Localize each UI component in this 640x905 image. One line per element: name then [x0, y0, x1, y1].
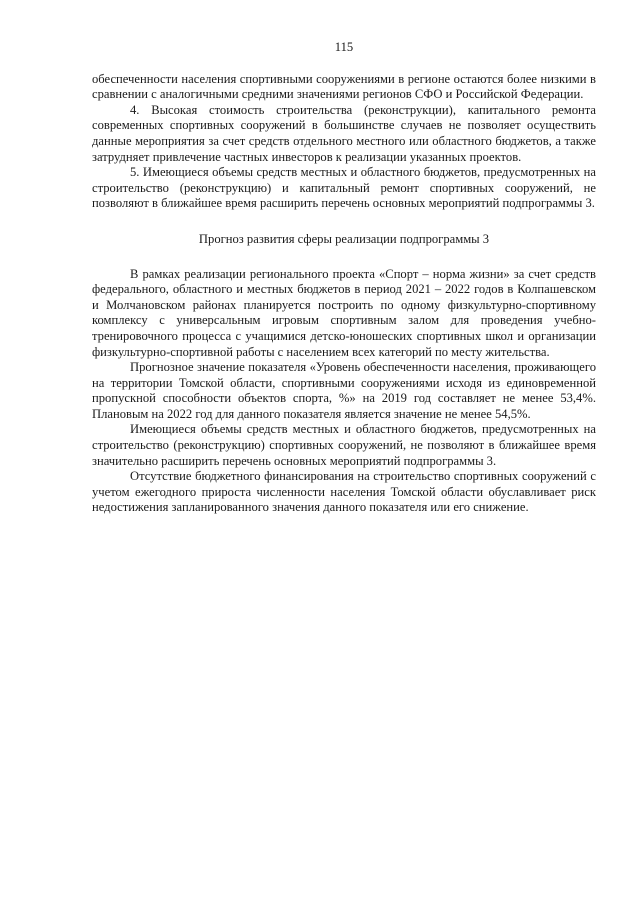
forecast-text-block [92, 267, 596, 517]
paragraph-regional-project: В рамках реализации регионального проекта «Спорт – норма жизни» за счет средств федерального, областного и местных бюджетов в период 2021 – 2022 годов в Колпашевском и Молчановском районах планируется построить по одному физкультурно-спортивному комплексу с универсальным игровым спортивным залом для проведения учебно-тренировочного процесса с учащимися детско-юношеских спортивных школ и организации физкультурно-спортивной работы с населением всех категорий по месту жительства. [92, 266, 596, 359]
paragraph-item-5: 5. Имеющиеся объемы средств местных и областного бюджетов, предусмотренных на строительство (реконструкцию) и капитальный ремонт спортивных сооружений, не позволяют в ближайшее время расширить перечень основных мероприятий подпрограммы 3. [92, 165, 596, 211]
top-text-block [92, 72, 596, 212]
page-number: 115 [334, 40, 354, 54]
paragraph-financing-risk: Отсутствие бюджетного финансирования на строительство спортивных сооружений с учетом ежегодного прироста численности населения Томской области обуславливает риск недостижения запланированного значения данного показателя или его снижение. [92, 469, 596, 515]
paragraph-item-4: 4. Высокая стоимость строительства (реконструкции), капитального ремонта современных спортивных сооружений в большинстве случаев не позволяет осуществить данные мероприятия за счет средств отдельного местного или областного бюджетов, а также затрудняет привлечение частных инвесторов к реализации указанных проектов. [92, 102, 596, 164]
paragraph-forecast-indicator: Прогнозное значение показателя «Уровень обеспеченности населения, проживающего на территории Томской области, спортивными сооружениями исходя из единовременной пропускной способности объектов спорта, %» на 2019 год составляет не менее 53,4%. Плановым на 2022 год для данного показателя является значение не менее 54,5%. [92, 360, 596, 421]
paragraph-continuation: обеспеченности населения спортивными сооружениями в регионе остаются более низкими в сравнении с аналогичными средними значениями регионов СФО и Российской Федерации. [92, 71, 596, 102]
paragraph-budget-volumes: Имеющиеся объемы средств местных и областного бюджетов, предусмотренных на строительство (реконструкцию) спортивных сооружений, не позволяют в ближайшее время значительно расширить перечень основных мероприятий подпрограммы 3. [92, 422, 596, 468]
document-page [92, 40, 596, 516]
section-heading: Прогноз развития сферы реализации подпрограммы 3 [198, 231, 490, 246]
